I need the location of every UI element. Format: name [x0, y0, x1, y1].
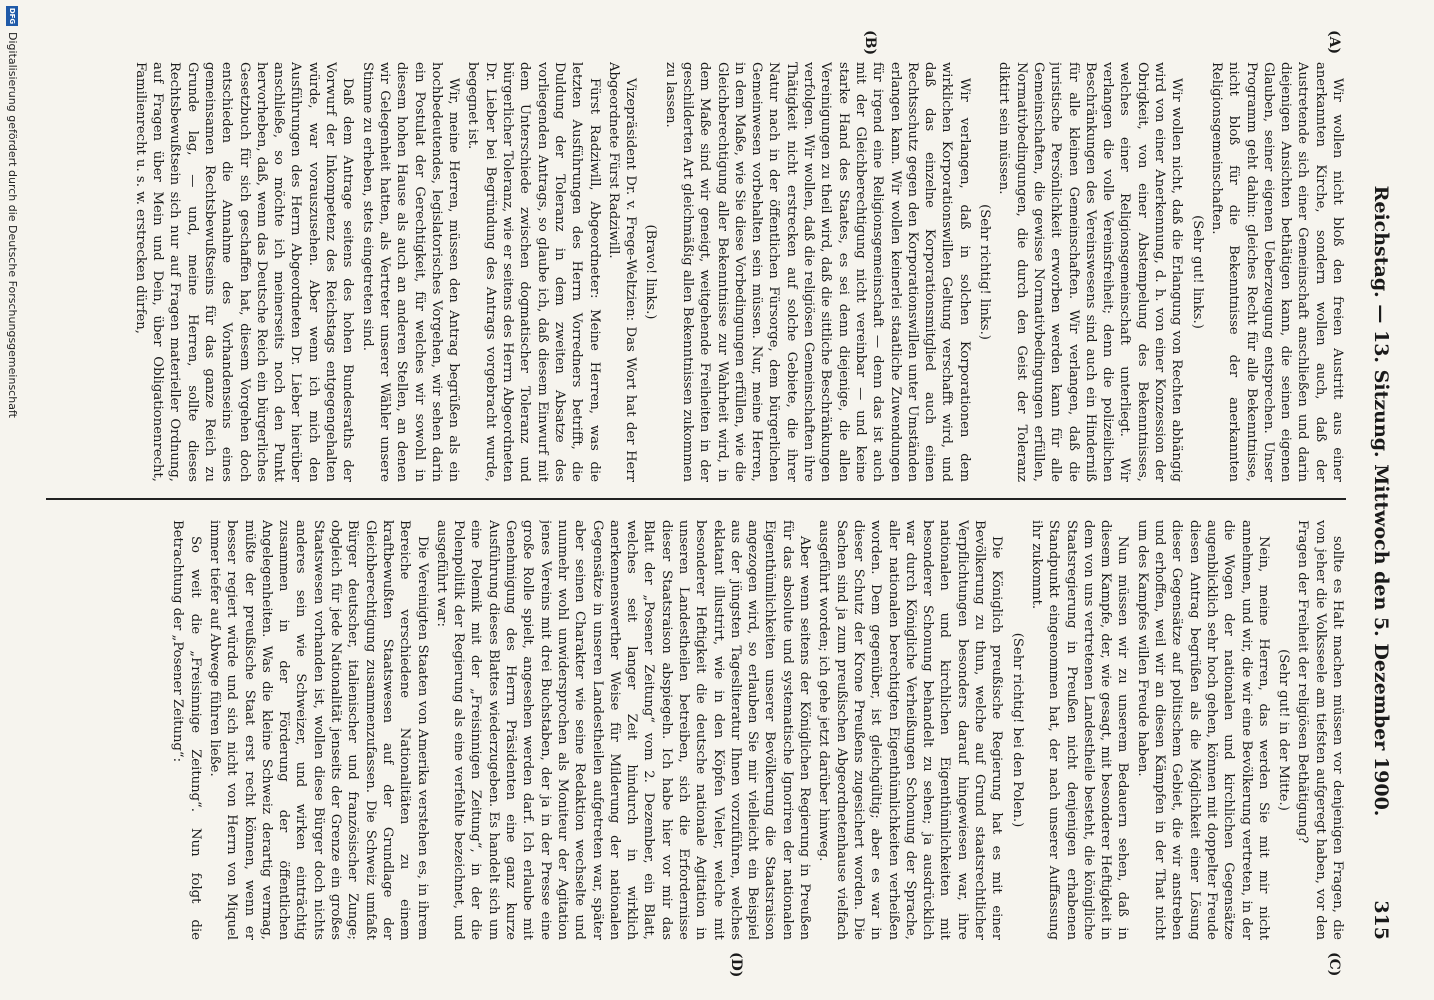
- paragraph: sollte es Halt machen müssen vor denjenigen Fragen, die von jeher die Volksseele am tiefsten aufgeregt haben, vor den Fragen der Freiheit der religiösen Bethätigung?: [1295, 520, 1345, 940]
- paragraph: Wir, meine Herren, müssen den Antrag begrüßen als ein hochbedeutendes, legislatorisches Vorgehen, wir sehen darin ein Postulat der Gerechtigkeit, für welches wir sowohl in diesem hohen Hause als auch an anderen Stellen, an denen wir Gelegenheit hatten, als Vertreter unserer Wähler unsere Stimme zu erheben, stets eingetreten sind.: [359, 62, 462, 482]
- paragraph: Fürst Radziwill, Abgeordneter: Meine Herren, was die letzten Ausführungen des Herrn Vorredners betrifft, die Duldung der Toleranz in dem zweiten Absatze des vorliegenden Antrags, so glaube ich, daß diesem Einwurf mit dem Unterschiede zwischen dogmatischer Toleranz und bürgerlicher Toleranz, wie er seitens des Herrn Abgeordneten Dr. Lieber bei Begründung des Antrags vorgebracht wurde, begegnet ist.: [465, 62, 602, 482]
- paragraph: Aber wenn seitens der Königlichen Regierung in Preußen für das absolute und systematische Ignoriren der nationalen Eigenthümlichkeiten unserer Bevölkerung die Staatsraison angezogen wird, so erlauben Sie mir vielleicht ein Beispiel aus der jüngsten Tagesliteratur Ihnen vorzuführen, welches eklatant illustrirt, wie in den Köpfen Vieler, welche mit besonderer Heftigkeit die deutsche nationale Agitation in unseren Landestheilen betreiben, sich die Erfordernisse dieser Staatsraison abspiegeln. Ich habe hier vor mir das Blatt der „Posener Zeitung“ vom 2. Dezember, ein Blatt, welches seit langer Zeit hindurch in wirklich anerkennenswerther Weise für Milderung der nationalen Gegensätze in unseren Landestheilen aufgetreten war, später aber seinen Charakter wie seine Redaktion wechselte und nunmehr wohl unwidersprochen als Moniteur der Agitation jenes Vereins mit drei Buchstaben, der ja in der Presse eine große Rolle spielt, angesehen werden darf. Ich erlaube mit Genehmigung des Herrn Präsidenten eine ganz kurze Ausführung dieses Blattes wiederzugeben. Es handelt sich um eine Polemik mit der „Freisinnigen Zeitung“, in der die Polenpolitik der Regierung als eine verfehlte bezeichnet, und ausgeführt war:: [433, 520, 813, 940]
- interjection: (Sehr gut! in der Mitte.): [1276, 649, 1292, 811]
- paragraph: Nun müssen wir zu unserem Bedauern sehen, daß in diesem Kampfe, der, wie gesagt, mit besonderer Heftigkeit in dem von uns vertretenen Landestheile besteht, die königliche Staatsregierung in Preußen nicht denjenigen erhabenen Standpunkt eingenommen hat, der nach unserer Auffassung ihr zukommt.: [1028, 520, 1131, 940]
- page-header: [1360, 62, 1394, 940]
- right-column: [36, 520, 1346, 940]
- paragraph: Daß dem Antrage seitens des hohen Bundesraths der Vorwurf der Inkompetenz des Reichstags entgegengehalten würde, war vorauszusehen. Aber wenn ich mich den Ausführungen des Herrn Abgeordneten Dr. Lieber hierüber anschließe, so möchte ich meinerseits noch den Punkt hervorheben, daß, wenn das Deutsche Reich ein bürgerliches Gesetzbuch für sich geschaffen hat, diesem Vorgehen doch entschieden die Annahme des Vorhandenseins eines gemeinsamen Rechtsbewußtseins für das ganze Reich zu Grunde lag, — und, meine Herren, sollte dieses Rechtsbewußtsein sich nur auf Fragen materieller Ordnung, auf Fragen über Mein und Dein, über Obligationenrecht, Familienrecht u. s. w. erstrecken dürfen,: [132, 62, 356, 482]
- left-column: [36, 62, 1346, 482]
- margin-marker-b: (B): [862, 30, 878, 56]
- paragraph: Nein, meine Herren, das werden Sie mit mir nicht annehmen, und wir, die wir eine Bevölkerung vertreten, in der die Wogen der nationalen und kirchlichen Gegensätze augenblicklich sehr hoch gehen, können mit doppelter Freude diesen Antrag begrüßen als die Möglichkeit einer Lösung dieser Gegensätze auf politischem Gebiet, die wir anstreben und erhoffen, weil wir an diesen Kämpfen in der That nicht um des Kampfes willen Freude haben.: [1134, 520, 1271, 940]
- interjection: (Bravo! links.): [643, 224, 659, 320]
- paragraph: Die Vereinigten Staaten von Amerika verstehen es, in ihrem Bereiche verschiedene Nationalitäten zu einem kraftbewußten Staatswesen auf der Grundlage der Gleichberechtigung zusammenzufassen. Die Schweiz umfaßt Bürger deutscher, italienischer und französischer Zunge; obgleich für jede Nationalität jenseits der Grenze ein großes Staatswesen vorhanden ist, wollen diese Bürger doch nichts anderes sein wie Schweizer, und wirken einträchtig zusammen in der Förderung der öffentlichen Angelegenheiten. Was die kleine Schweiz derartig vermag, müßte der preußische Staat erst recht können, wenn er besser regiert würde und sich nicht von Herrn von Miquel immer tiefer auf Abwege führen ließe.: [207, 520, 430, 940]
- margin-marker-d: (D): [728, 952, 744, 978]
- paragraph: Die Königlich preußische Regierung hat es mit einer Bevölkerung zu thun, welche auf Grund staatsrechtlicher Verpflichtungen besonders darauf hingewiesen war, ihre nationalen und kirchlichen Eigenthümlichkeiten mit besonderer Schonung behandelt zu sehen; ja ausdrücklich war durch Königliche Verheißungen Schonung der Sprache, aller nationalen berechtigten Eigenthümlichkeiten verheißen worden. Dem gegenüber, ist gleichgültig; aber es war in dieser Schutz der Krone Preußens zugesichert worden. Die Sachen sind ja zum preußischen Abgeordnetenhause vielfach ausgeführt worden; ich gehe jetzt darüber hinweg.: [816, 520, 1005, 940]
- digitization-credit: Digitalisierung gefördert durch die Deutsche Forschungsgemeinschaft: [6, 32, 19, 418]
- dfg-logo: DFG: [8, 7, 16, 25]
- paragraph: Vizepräsident Dr. v. Frege-Weltzien: Das Wort hat der Herr Abgeordnete Fürst Radziwill.: [605, 62, 639, 482]
- paragraph: Wir verlangen, daß in solchen Korporationen dem wirklichen Korporationswillen Geltung verschafft wird, und daß das einzelne Korporationsmitglied auch einen Rechtsschutz gegen den Korporationswillen unter Umständen erlangen kann. Wir wollen keinerlei staatliche Zuwendungen für irgend eine Religionsgemeinschaft — denn das ist auch mit der Gleichberechtigung nicht vereinbar — und keine starke Hand des Staates, es sei denn diejenige, die allen Vereinigungen zu theil wird, daß die sittliche Beschränkungen verfolgen. Wir wollen, daß die religiösen Gemeinschaften ihre Thätigkeit nicht erstrecken auf solche Gebiete, die ihrer Natur nach in der öffentlichen Fürsorge, dem bürgerlichen Gemeinwesen vorbehalten sein müssen. Nur, meine Herren, in dem Maße, wie Sie diese Vorbedingungen erfüllen, wie die Gleichberechtigung aller Bekenntnisse zur Wahrheit wird, in dem Maße sind wir geneigt, weitgehende Freiheiten in der geschilderten Art gleichmäßig allen Bekenntnissen zukommen zu lassen.: [662, 62, 972, 482]
- interjection: (Sehr gut! links.): [1189, 215, 1205, 329]
- column-divider: [46, 498, 1346, 500]
- margin-marker-c: (C): [1326, 952, 1342, 977]
- running-title: Reichstag. — 13. Sitzung. Mittwoch den 5. Dezember 1900.: [1370, 185, 1392, 817]
- margin-marker-a: (A): [1326, 30, 1342, 55]
- page-footer: [0, 0, 34, 1000]
- interjection: (Sehr richtig! bei den Polen.): [1009, 632, 1025, 828]
- paragraph: Wir wollen nicht, daß die Erlangung von Rechten abhängig wird von einer Anerkennung, d. h. von einer Konzession der Obrigkeit, von einer Abstempelung des Bekenntnisses, welches einer Religionsgemeinschaft unterliegt. Wir verlangen die volle Vereinsfreiheit; denn die polizeilichen Beschränkungen des Vereinswesens sind auch ein Hinderniß für alle kleinen Gemeinschaften. Wir verlangen, daß die juristische Persönlichkeit erworben werden kann für alle Gemeinschaften, die gewisse Normativbedingungen erfüllen, Normativbedingungen, die durch den Geist der Toleranz diktirt sein müssen.: [996, 62, 1185, 482]
- page-number: 315: [1370, 900, 1392, 940]
- interjection: (Sehr richtig! links.): [977, 204, 993, 340]
- paragraph: Wir wollen nicht bloß den freien Austritt aus einer anerkannten Kirche, sondern wollen auch, daß der Austretende sich einer Gemeinschaft anschließen und darin diejenigen Ansichten bethätigen kann, die seinen eigenen Glauben, seiner eigenen Ueberzeugung entsprechen. Unser Programm geht dahin: gleiches Recht für alle Bekenntnisse, nicht bloß für die Bekenntnisse der anerkannten Religionsgemeinschaften.: [1208, 62, 1345, 482]
- paragraph: So weit die „Freisinnige Zeitung“. Nun folgt die Betrachtung der „Posener Zeitung“:: [170, 520, 203, 940]
